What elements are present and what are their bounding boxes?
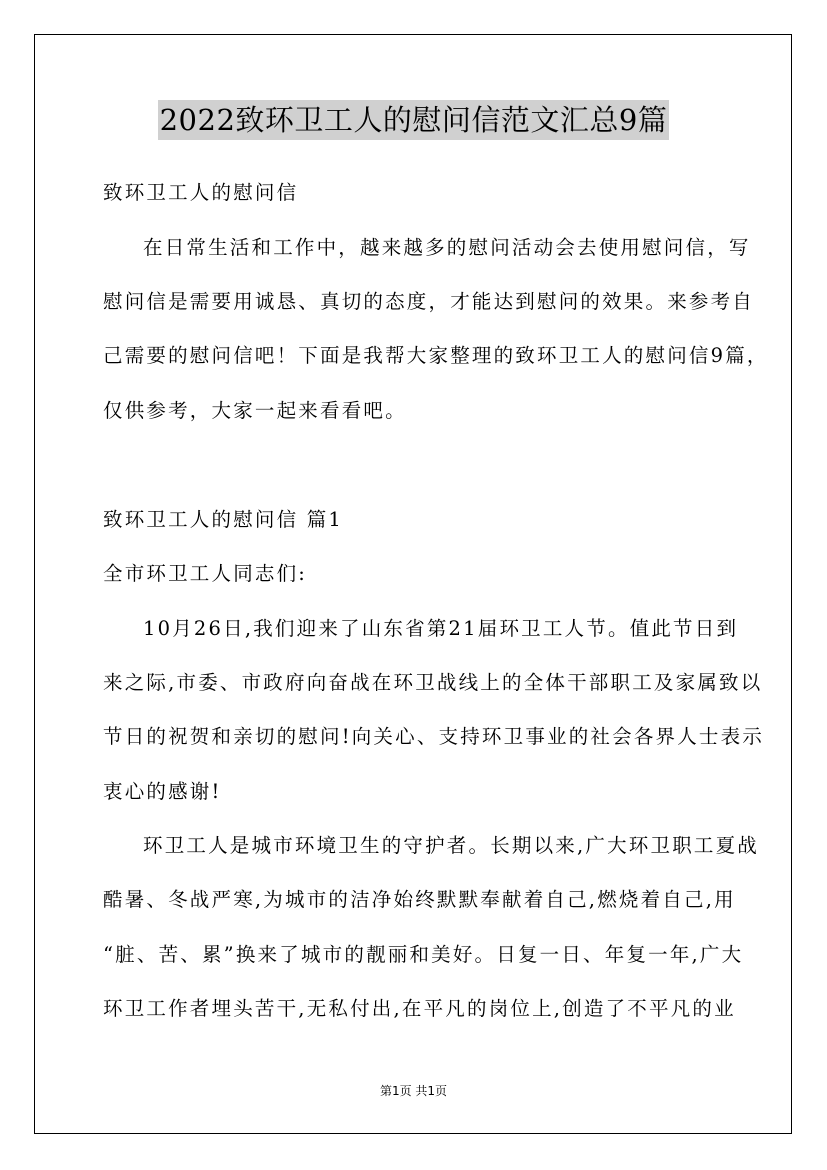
paragraph-line: “脏、苦、累”换来了城市的靓丽和美好。日复一日、年复一年,广大 — [103, 943, 744, 966]
paragraph-line: 环卫工作者埋头苦干,无私付出,在平凡的岗位上,创造了不平凡的业 — [103, 997, 736, 1020]
section-heading: 致环卫工人的慰问信 — [103, 181, 299, 204]
paragraph-line: 慰问信是需要用诚恳、真切的态度，才能达到慰问的效果。来参考自 — [103, 290, 755, 313]
salutation: 全市环卫工人同志们: — [103, 562, 308, 585]
section-heading: 致环卫工人的慰问信 篇1 — [103, 508, 344, 531]
paragraph-line: 酷暑、冬战严寒,为城市的洁净始终默默奉献着自己,燃烧着自己,用 — [103, 888, 736, 911]
page-footer: 第1页 共1页 — [379, 1084, 448, 1098]
document-title: 2022致环卫工人的慰问信范文汇总9篇 — [158, 100, 670, 140]
paragraph-line: 节日的祝贺和亲切的慰问!向关心、支持环卫事业的社会各界人士表示 — [103, 725, 765, 748]
title-container — [0, 100, 827, 140]
paragraph-line: 环卫工人是城市环境卫生的守护者。长期以来,广大环卫职工夏战 — [143, 834, 759, 857]
paragraph-line: 来之际,市委、市政府向奋战在环卫战线上的全体干部职工及家属致以 — [103, 671, 763, 694]
paragraph-line: 10月26日,我们迎来了山东省第21届环卫工人节。值此节日到 — [143, 617, 739, 640]
paragraph-line: 衷心的感谢! — [103, 780, 222, 803]
paragraph-line: 仅供参考，大家一起来看看吧。 — [103, 399, 407, 422]
paragraph-line: 己需要的慰问信吧！下面是我帮大家整理的致环卫工人的慰问信9篇， — [103, 344, 769, 367]
paragraph-line: 在日常生活和工作中，越来越多的慰问活动会去使用慰问信，写 — [143, 236, 751, 259]
